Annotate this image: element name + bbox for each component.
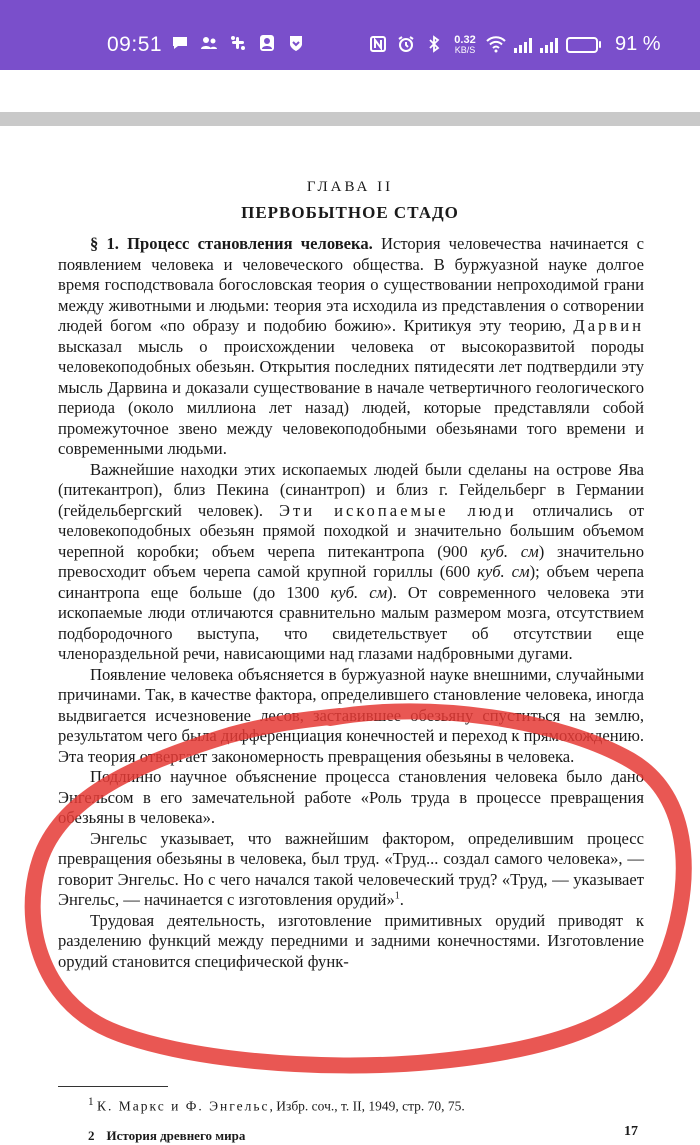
contact-icon	[257, 34, 277, 54]
footnote	[88, 1096, 648, 1115]
fossil-people-term: Эти ископаемые люди	[279, 500, 517, 520]
bluetooth-icon	[424, 35, 444, 55]
page-number: 17	[624, 1124, 638, 1139]
footnote-authors: К. Маркс и Ф. Энгельс	[97, 1098, 270, 1114]
paragraph-2-b: ) значительно превосходит объем черепа самой крупной гориллы (600	[58, 541, 644, 581]
battery-percent: 91 %	[615, 33, 661, 55]
paragraph-2	[58, 460, 644, 665]
paragraph-4: Подлинно научное объяснение процесса становления человека было дано Энгельсом в его замечательной работе «Роль труда в процессе превращения обезьяны в человека».	[58, 767, 644, 827]
paragraph-1-end: высказал мысль о происхождении человека от высокоразвитой породы человекоподобных обезьян. Открытия последних пятидесяти лет подтвердили эту мысль Дарвина и доказали существование в начале четвертичного геологического периода (около миллиона лет назад) людей, которые представляли собой промежуточное звено между человекоподобными обезьянами того времени и современными людьми.	[58, 336, 644, 458]
book-page	[0, 126, 700, 1145]
toolbar-area	[0, 70, 700, 112]
signature-number: 2	[88, 1128, 95, 1143]
paragraph-5	[58, 829, 644, 911]
paragraph-2-d: ). От современного человека эти ископаемые люди отличаются сравнительно малым размером мозга, отсутствием подбородочного выступа, что свидетельствует об отсутствии еще членораздельной речи, нависающими над глазами надбровными дугами.	[58, 582, 644, 663]
notification-icons	[170, 34, 306, 54]
unit-cc: куб. см	[480, 541, 539, 561]
unit-cc: куб. см	[330, 582, 388, 602]
network-speed-value: 0.32	[454, 33, 476, 46]
clock: 09:51	[107, 33, 163, 56]
footnote-ref: 1	[394, 890, 400, 902]
signature-title: История древнего мира	[106, 1128, 246, 1143]
chat-icon	[170, 34, 190, 54]
battery-icon	[566, 37, 601, 53]
unit-cc: куб. см	[477, 562, 530, 581]
divider	[0, 112, 700, 126]
chapter-label: ГЛАВА II	[306, 179, 394, 195]
wifi-icon	[486, 35, 506, 55]
nfc-icon	[368, 35, 388, 55]
body-text	[58, 234, 644, 972]
paragraph-6: Трудовая деятельность, изготовление примитивных орудий приводят к разделению функций между передними и задними конечностями. Изготовление орудий становится специфической функ-	[58, 910, 644, 971]
paragraph-5-text: Энгельс указывает, что важнейшим фактором, определившим процесс превращения обезьяны в человека, был труд. «Труд... создал самого человека», — говорит Энгельс. Но с чего начался такой человеческий труд? «Труд, — указывает Энгельс, — начинается с изготовления орудий»	[58, 828, 644, 909]
printer-signature	[88, 1128, 245, 1144]
paragraph-5-end: .	[399, 890, 404, 909]
paragraph-2-c: ); объем черепа синантропа еще больше (до 1300	[58, 562, 644, 602]
alarm-icon	[396, 35, 416, 55]
paragraph-3: Появление человека объясняется в буржуазной науке внешними, случайными причинами. Так, в качестве фактора, определившего становление человека, иногда выдвигается исчезновение лесов, заставившее обезьяну спуститься на землю, результатом чего была дифференциация конечностей и переход к прямохождению. Эта теория отвергает закономерность превращения обезьяны в человека.	[58, 664, 644, 766]
paragraph-2-a: отличались от человекоподобных обезьян прямой походкой и значительно большим объемом черепной коробки; объем черепа питекантропа (900	[58, 500, 644, 561]
paragraph-2-start: Важнейшие находки этих ископаемых людей были сделаны на острове Ява (питекантроп), близ Пекина (синантроп) и близ г. Гейдельберг в Германии (гейдельбергский человек).	[58, 459, 644, 520]
signal-icon	[514, 37, 532, 53]
footnote-source: , Избр. соч., т. II, 1949, стр. 70, 75.	[269, 1098, 465, 1114]
section-heading: § 1. Процесс становления человека.	[90, 234, 373, 253]
network-speed	[452, 35, 478, 55]
footnote-rule	[58, 1086, 168, 1087]
paragraph-1-text: История человечества начинается с появлением человека и человеческого общества. В буржуазной науке долгое время господствовала богословская теория о существовании непроходимой грани между животными и людьми: теория эта исходила из представления о сотворении людей богом «по образу и подобию божию». Критикуя эту теорию,	[58, 234, 644, 335]
chapter-title: ПЕРВОБЫТНОЕ СТАДО	[241, 203, 459, 222]
people-icon	[199, 34, 219, 54]
darwin-name: Дарвин	[573, 316, 644, 335]
shield-icon	[286, 34, 306, 54]
slack-icon	[228, 34, 248, 54]
status-bar	[0, 0, 700, 70]
signal-2-icon	[540, 37, 558, 53]
network-speed-unit: KB/S	[454, 44, 476, 55]
system-icons	[368, 33, 661, 56]
paragraph-1	[58, 234, 644, 460]
footnote-mark: 1	[88, 1096, 94, 1108]
